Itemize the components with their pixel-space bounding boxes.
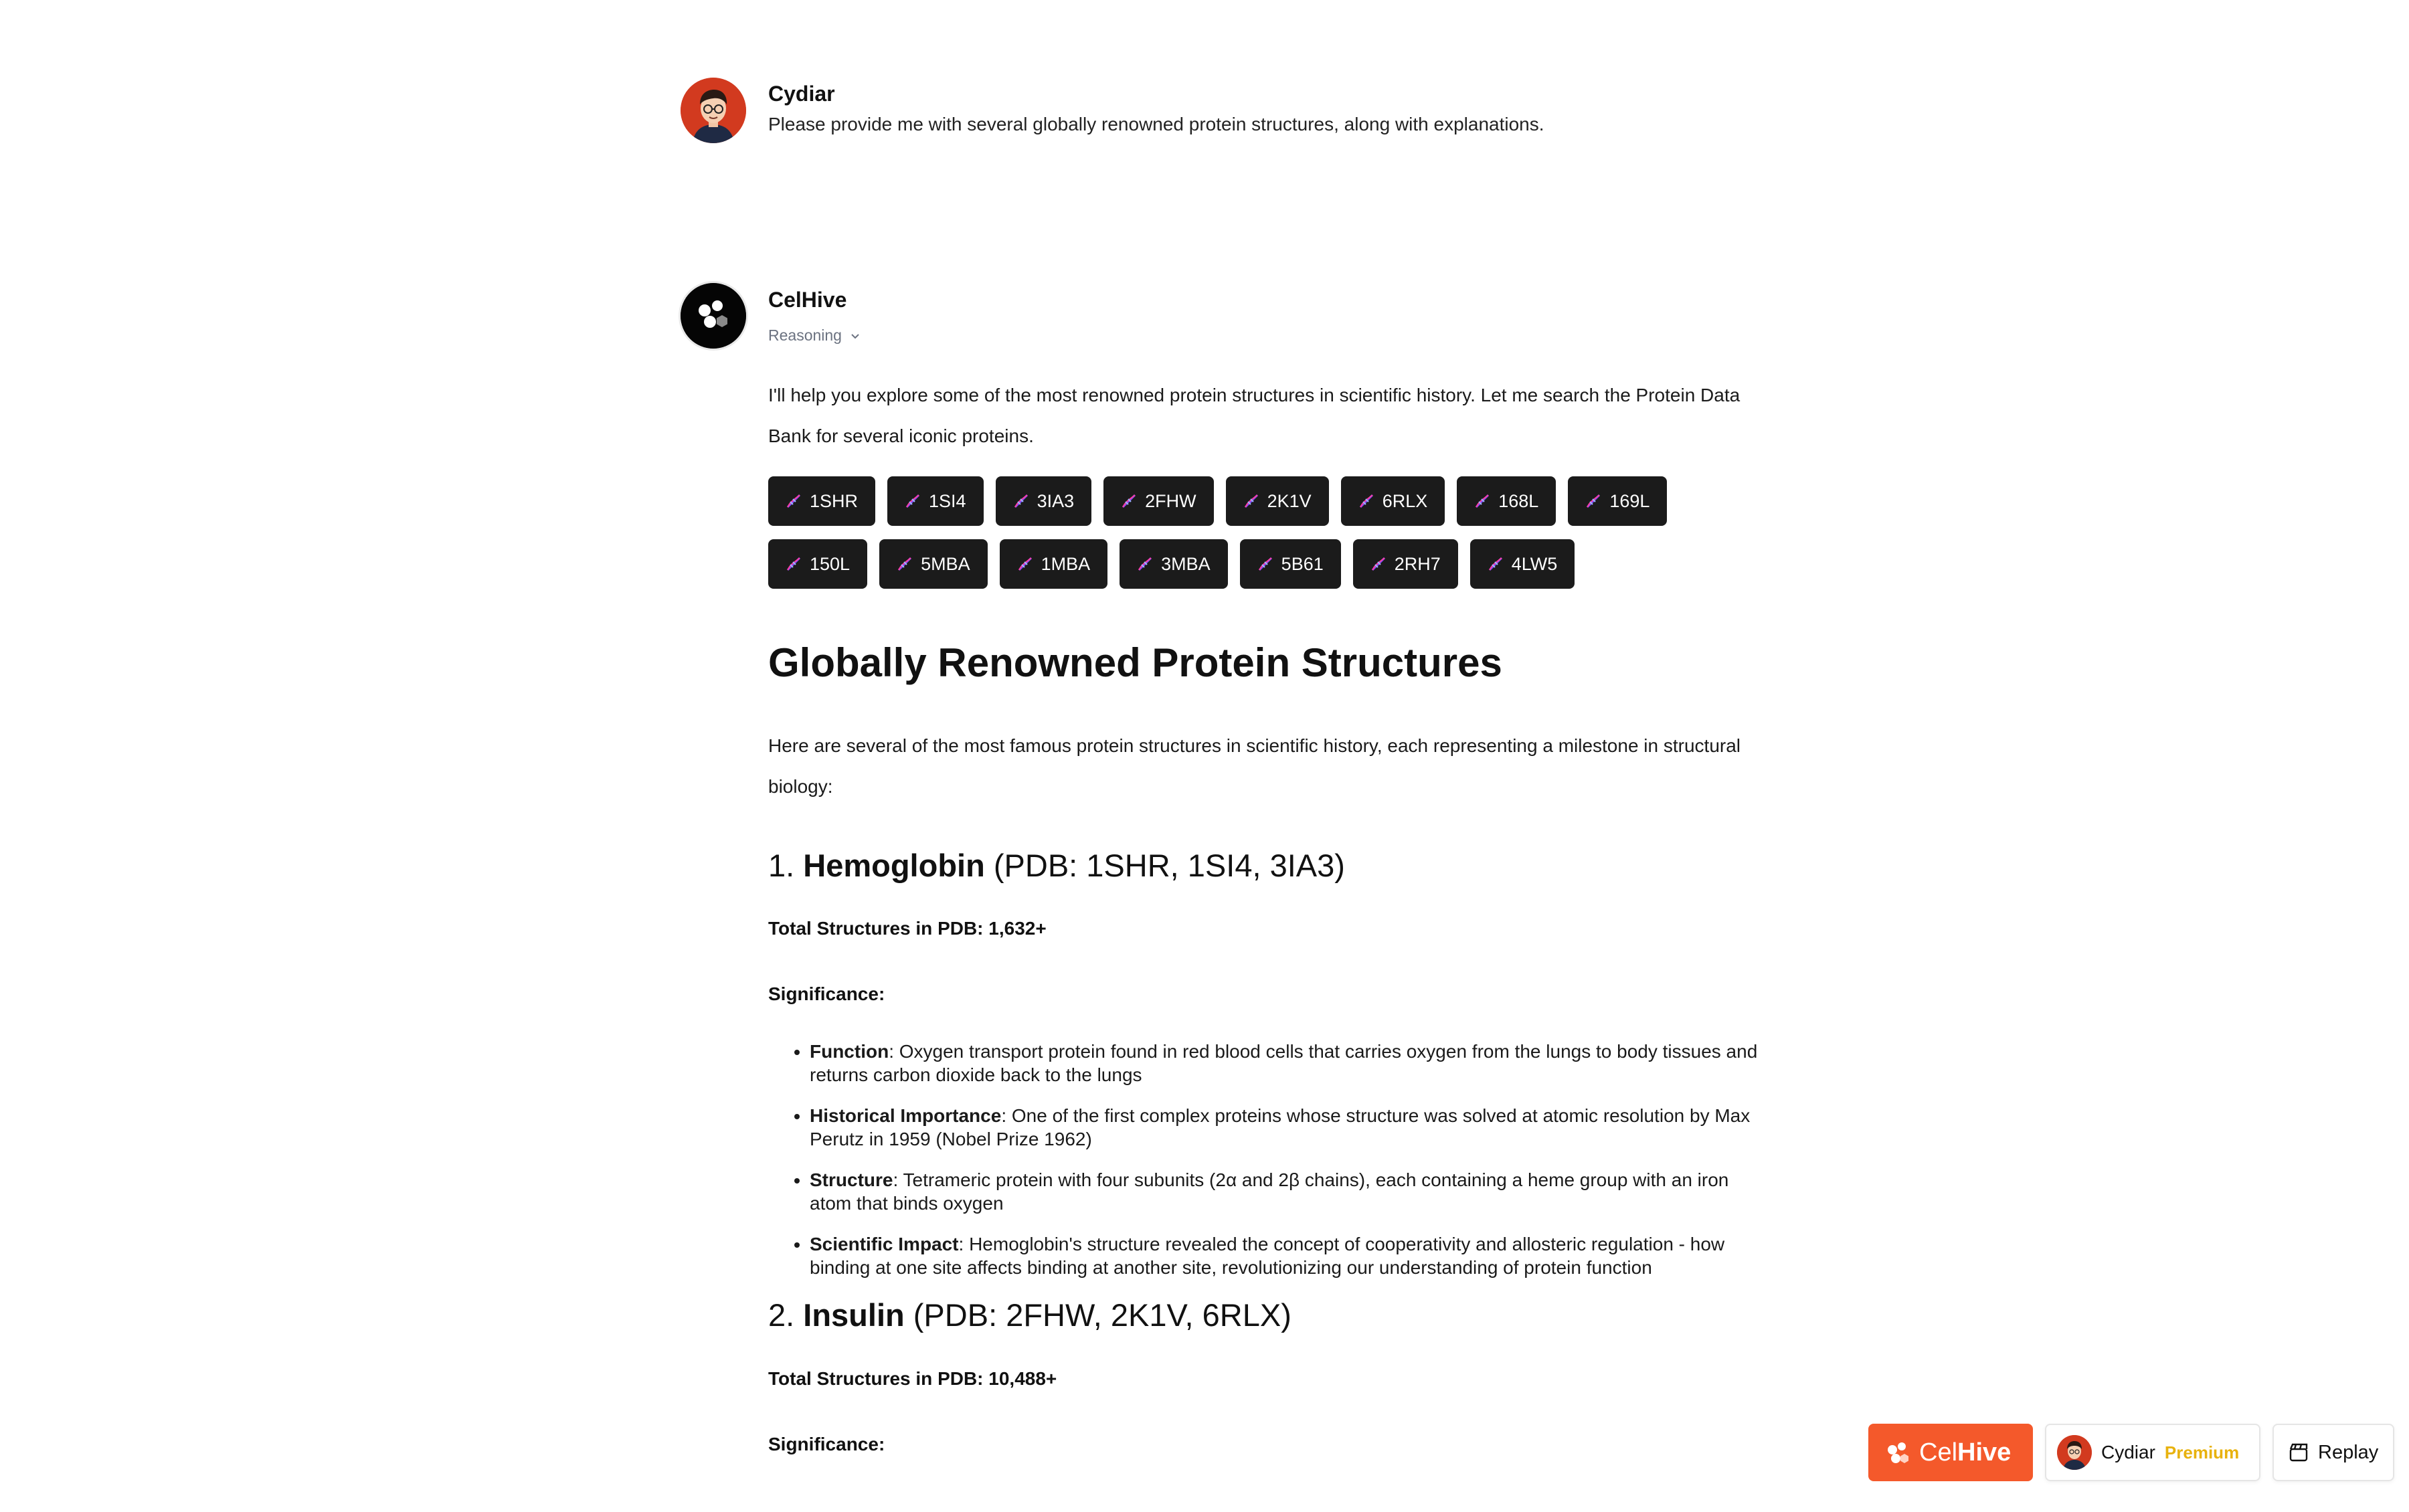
answer-summary: Here are several of the most famous protein structures in scientific history, each representing a milestone in structural biology: bbox=[768, 735, 1741, 797]
dna-icon bbox=[1242, 492, 1261, 510]
dna-icon bbox=[1016, 555, 1035, 573]
pdb-chip-label: 169L bbox=[1609, 490, 1650, 511]
pdb-chip-label: 2FHW bbox=[1145, 490, 1196, 511]
replay-button[interactable] bbox=[2272, 1424, 2394, 1481]
bullet-label: Historical Importance bbox=[810, 1105, 1002, 1127]
pdb-chip[interactable] bbox=[879, 539, 988, 589]
clapperboard-icon bbox=[2287, 1441, 2310, 1464]
pdb-chip-label: 6RLX bbox=[1382, 490, 1428, 511]
pdb-chip-label: 2K1V bbox=[1267, 490, 1312, 511]
dna-icon bbox=[1136, 555, 1154, 573]
significance-label: Significance: bbox=[768, 1433, 885, 1454]
pdb-chip[interactable] bbox=[1120, 539, 1228, 589]
plan-badge: Premium bbox=[2164, 1442, 2240, 1462]
section-heading-insulin bbox=[768, 1297, 1772, 1334]
pdb-chip[interactable] bbox=[1341, 476, 1445, 526]
celhive-logo-icon bbox=[1884, 1439, 1911, 1466]
pdb-chip[interactable] bbox=[1353, 539, 1458, 589]
dna-icon bbox=[895, 555, 914, 573]
section-total-structures: Total Structures in PDB: 1,632+ bbox=[768, 918, 1047, 939]
dna-icon bbox=[903, 492, 922, 510]
section-heading-hemoglobin bbox=[768, 847, 1772, 884]
account-name: Cydiar bbox=[2101, 1442, 2155, 1462]
pdb-chip-label: 2RH7 bbox=[1394, 553, 1441, 574]
pdb-chip[interactable] bbox=[768, 539, 867, 589]
reasoning-label: Reasoning bbox=[768, 326, 842, 344]
replay-label: Replay bbox=[2318, 1441, 2379, 1463]
pdb-chip[interactable] bbox=[1457, 476, 1556, 526]
user-prompt: Please provide me with several globally renowned protein structures, along with explanations. bbox=[768, 114, 1544, 134]
pdb-chip[interactable] bbox=[1103, 476, 1214, 526]
dna-icon bbox=[1369, 555, 1388, 573]
dna-icon bbox=[1357, 492, 1376, 510]
brand-name-part1: Cel bbox=[1919, 1438, 1958, 1467]
significance-list bbox=[768, 1040, 1772, 1279]
pdb-chip-label: 150L bbox=[810, 553, 851, 574]
dna-icon bbox=[1584, 492, 1603, 510]
list-item bbox=[810, 1232, 1772, 1279]
bullet-label: Function bbox=[810, 1041, 889, 1062]
chevron-down-icon bbox=[850, 330, 861, 341]
pdb-chip[interactable] bbox=[996, 476, 1092, 526]
dna-icon bbox=[784, 555, 803, 573]
section-number: 1. bbox=[768, 848, 795, 883]
account-button[interactable] bbox=[2045, 1424, 2260, 1481]
section-total-structures: Total Structures in PDB: 10,488+ bbox=[768, 1367, 1057, 1389]
bullet-text: : Hemoglobin's structure revealed the concept of cooperativity and allosteric regulation - how binding at one site affects binding at another site, revolutionizing our understanding of protein function bbox=[810, 1234, 1725, 1279]
pdb-chip[interactable] bbox=[1226, 476, 1329, 526]
reasoning-toggle[interactable] bbox=[768, 326, 861, 345]
pdb-chip[interactable] bbox=[887, 476, 984, 526]
pdb-chip-label: 168L bbox=[1498, 490, 1539, 511]
pdb-chip-label: 1SI4 bbox=[929, 490, 966, 511]
brand-name-part2: Hive bbox=[1957, 1438, 2012, 1467]
dna-icon bbox=[1473, 492, 1492, 510]
bullet-text: : Oxygen transport protein found in red blood cells that carries oxygen from the lungs to body tissues and returns carbon dioxide back to the lungs bbox=[810, 1041, 1758, 1086]
pdb-chip-label: 5MBA bbox=[921, 553, 970, 574]
section-number: 2. bbox=[768, 1297, 795, 1333]
bullet-label: Scientific Impact bbox=[810, 1234, 959, 1255]
pdb-chip[interactable] bbox=[1240, 539, 1341, 589]
section-pdb-ids: (PDB: 2FHW, 2K1V, 6RLX) bbox=[913, 1297, 1291, 1333]
assistant-intro: I'll help you explore some of the most renowned protein structures in scientific history. Let me search the Protein Data Bank for several iconic proteins. bbox=[768, 385, 1741, 446]
list-item bbox=[810, 1168, 1772, 1215]
bullet-label: Structure bbox=[810, 1169, 893, 1191]
section-pdb-ids: (PDB: 1SHR, 1SI4, 3IA3) bbox=[993, 848, 1345, 883]
pdb-chip-label: 1SHR bbox=[810, 490, 859, 511]
assistant-message bbox=[768, 375, 1772, 1455]
section-name: Insulin bbox=[803, 1297, 905, 1333]
dna-icon bbox=[1256, 555, 1275, 573]
pdb-chip-list bbox=[768, 476, 1772, 589]
celhive-logo-avatar bbox=[681, 283, 746, 349]
pdb-chip-label: 5B61 bbox=[1281, 553, 1324, 574]
pdb-chip[interactable] bbox=[1568, 476, 1667, 526]
dna-icon bbox=[784, 492, 803, 510]
dna-icon bbox=[1012, 492, 1031, 510]
significance-label: Significance: bbox=[768, 983, 885, 1005]
dna-icon bbox=[1120, 492, 1138, 510]
pdb-chip-label: 3MBA bbox=[1161, 553, 1211, 574]
section-name: Hemoglobin bbox=[803, 848, 985, 883]
user-mini-avatar bbox=[2057, 1435, 2092, 1470]
list-item bbox=[810, 1104, 1772, 1151]
bullet-text: : One of the first complex proteins whose structure was solved at atomic resolution by Max Perutz in 1959 (Nobel Prize 1962) bbox=[810, 1105, 1751, 1150]
answer-heading: Globally Renowned Protein Structures bbox=[768, 640, 1502, 685]
pdb-chip[interactable] bbox=[1470, 539, 1575, 589]
user-avatar bbox=[681, 78, 746, 143]
pdb-chip-label: 4LW5 bbox=[1511, 553, 1558, 574]
pdb-chip[interactable] bbox=[768, 476, 875, 526]
user-name: Cydiar bbox=[768, 82, 835, 106]
dna-icon bbox=[1486, 555, 1505, 573]
pdb-chip[interactable] bbox=[1000, 539, 1108, 589]
celhive-brand-button[interactable] bbox=[1868, 1424, 2033, 1481]
pdb-chip-label: 1MBA bbox=[1041, 553, 1091, 574]
assistant-name: CelHive bbox=[768, 288, 847, 312]
pdb-chip-label: 3IA3 bbox=[1037, 490, 1075, 511]
list-item bbox=[810, 1040, 1772, 1086]
bullet-text: : Tetrameric protein with four subunits (2α and 2β chains), each containing a heme group with an iron atom that binds oxygen bbox=[810, 1169, 1729, 1214]
